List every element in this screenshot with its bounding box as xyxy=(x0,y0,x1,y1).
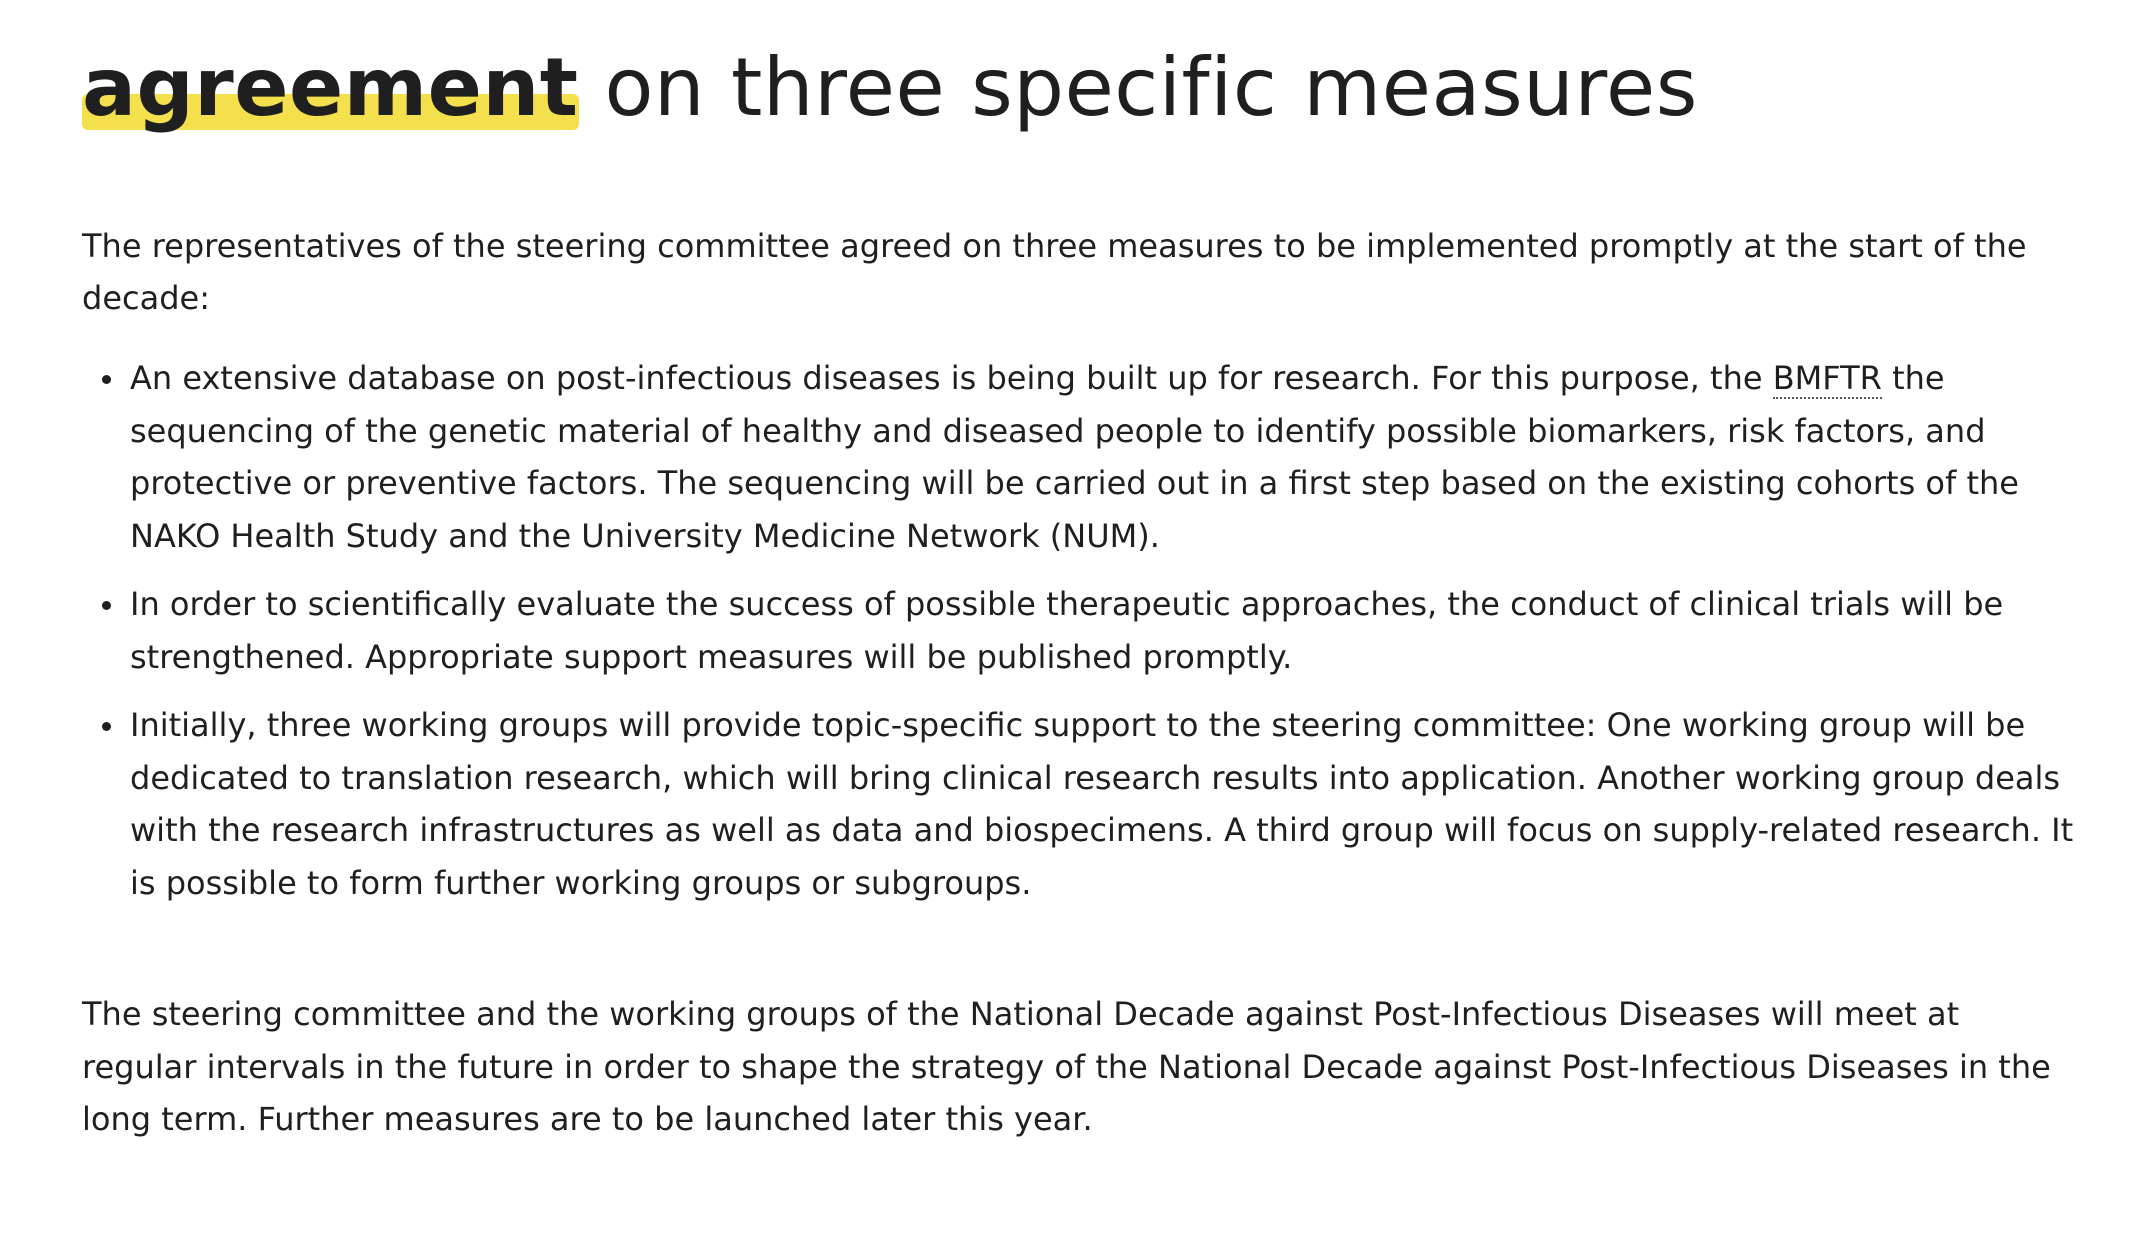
heading-rest: on three specific measures xyxy=(578,41,1698,134)
measures-list xyxy=(82,352,2082,925)
list-item xyxy=(82,352,2082,562)
bullet-icon xyxy=(102,375,111,384)
bullet-icon xyxy=(102,601,111,610)
bmftr-abbreviation[interactable]: BMFTR xyxy=(1772,359,1882,397)
list-item-text-before: An extensive database on post-infectious diseases is being built up for research. For this purpose, the xyxy=(130,359,1773,397)
list-item xyxy=(82,699,2082,909)
closing-paragraph: The steering committee and the working groups of the National Decade against Post-Infectious Diseases will meet at regular intervals in the future in order to shape the strategy of the National Decade against Post-Infectious Diseases in the long term. Further measures are to be launched later this year. xyxy=(82,995,2051,1138)
list-item-text: Initially, three working groups will provide topic-specific support to the steering committee: One working group will be dedicated to translation research, which will bring clinical research results into application. Another working group deals with the research infrastructures as well as data and biospecimens. A third group will focus on supply-related research. It is possible to form further working groups or subgroups. xyxy=(130,706,2074,902)
list-item-text-after: the sequencing of the genetic material of healthy and diseased people to identify possible biomarkers, risk factors, and protective or preventive factors. The sequencing will be carried out in a first step based on the existing cohorts of the NAKO Health Study and the University Medicine Network (NUM). xyxy=(130,359,2019,555)
list-item xyxy=(82,578,2082,683)
heading-highlight: agreement xyxy=(82,28,579,148)
intro-paragraph: The representatives of the steering committee agreed on three measures to be implemented promptly at the start of the decade: xyxy=(82,227,2027,317)
section-heading xyxy=(82,28,1698,148)
list-item-text: In order to scientifically evaluate the success of possible therapeutic approaches, the conduct of clinical trials will be strengthened. Appropriate support measures will be published promptly. xyxy=(130,585,2004,676)
bullet-icon xyxy=(102,722,111,731)
